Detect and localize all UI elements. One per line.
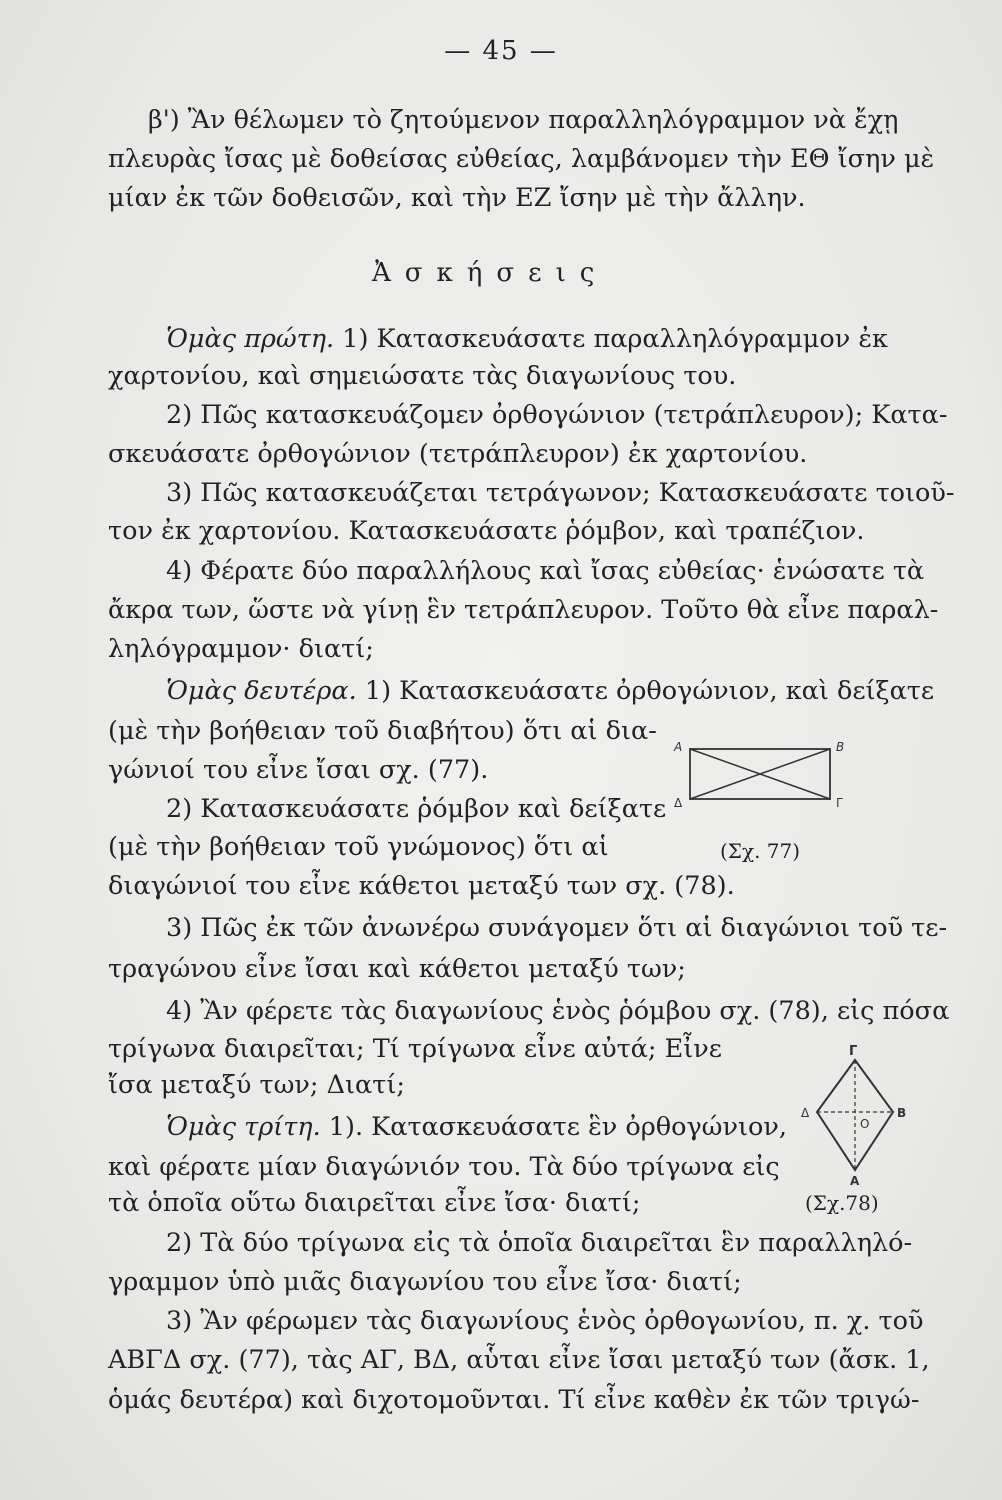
figure-78-rhombus bbox=[801, 1040, 915, 1190]
group3-ex2-line-2: γραμμον ὑπὸ μιᾶς διαγωνίου του εἶνε ἴσα· διατί; bbox=[108, 1267, 742, 1297]
group3-ex1-start: 1). Κατασκευάσατε ἓν ὀρθογώνιον, bbox=[328, 1112, 787, 1142]
fig78-label-b: Β bbox=[897, 1106, 907, 1120]
group1-line-1 bbox=[166, 324, 888, 354]
group2-line-1 bbox=[166, 676, 934, 706]
fig77-label-d: Δ bbox=[674, 796, 683, 810]
group2-ex2-line-2: (μὲ τὴν βοήθειαν τοῦ γνώμονος) ὅτι αἱ bbox=[108, 832, 609, 862]
fig78-label-d: Δ bbox=[801, 1106, 810, 1120]
group1-ex4-line-1: 4) Φέρατε δύο παραλλήλους καὶ ἴσας εὐθείας· ἑνώσατε τὰ bbox=[166, 556, 925, 586]
fig77-label-b: Β bbox=[836, 740, 845, 754]
para-b-line-1: β') Ἂν θέλωμεν τὸ ζητούμενον παραλληλόγραμμον νὰ ἔχῃ bbox=[148, 105, 899, 135]
fig77-label-g: Γ bbox=[836, 796, 843, 810]
group3-ex1-line-2: καὶ φέρατε μίαν διαγώνιόν του. Τὰ δύο τρίγωνα εἰς bbox=[108, 1152, 780, 1182]
para-b-line-3: μίαν ἐκ τῶν δοθεισῶν, καὶ τὴν ΕΖ ἴσην μὲ τὴν ἄλλην. bbox=[108, 183, 806, 213]
exercises-heading: Ἀσκήσεις bbox=[372, 258, 609, 288]
group1-ex1-line-2: χαρτονίου, καὶ σημειώσατε τὰς διαγωνίους του. bbox=[108, 361, 737, 391]
group2-ex2-line-1: 2) Κατασκευάσατε ῥόμβον καὶ δείξατε bbox=[166, 794, 667, 824]
group2-ex2-line-3: διαγώνιοί του εἶνε κάθετοι μεταξύ των σχ. (78). bbox=[108, 871, 735, 901]
group1-ex3-line-1: 3) Πῶς κατασκευάζεται τετράγωνον; Κατασκευάσατε τοιοῦ- bbox=[166, 478, 955, 508]
group2-ex4-line-1: 4) Ἂν φέρετε τὰς διαγωνίους ἑνὸς ῥόμβου σχ. (78), εἰς πόσα bbox=[166, 996, 950, 1026]
fig77-caption: (Σχ. 77) bbox=[720, 839, 801, 863]
group3-ex1-line-3: τὰ ὁποῖα οὕτω διαιρεῖται εἶνε ἴσα· διατί; bbox=[108, 1188, 641, 1218]
group3-ex3-line-1: 3) Ἂν φέρωμεν τὰς διαγωνίους ἑνὸς ὀρθογωνίου, π. χ. τοῦ bbox=[166, 1306, 924, 1336]
group2-ex1-line-2: (μὲ τὴν βοήθειαν τοῦ διαβήτου) ὅτι αἱ δια- bbox=[108, 716, 657, 746]
fig78-label-o: Ο bbox=[860, 1117, 870, 1131]
group3-ex3-line-2: ΑΒΓΔ σχ. (77), τὰς ΑΓ, ΒΔ, αὗται εἶνε ἴσαι μεταξύ των (ἄσκ. 1, bbox=[108, 1345, 930, 1375]
group3-ex2-line-1: 2) Τὰ δύο τρίγωνα εἰς τὰ ὁποῖα διαιρεῖται ἓν παραλληλό- bbox=[166, 1228, 913, 1258]
group1-label: Ὁμὰς πρώτη. bbox=[166, 324, 335, 354]
group3-ex3-line-3: ὁμάς δευτέρα) καὶ διχοτομοῦνται. Τί εἶνε καθὲν ἐκ τῶν τριγώ- bbox=[108, 1385, 920, 1415]
group3-label: Ὁμὰς τρίτη. bbox=[166, 1112, 321, 1142]
group2-ex4-line-3: ἴσα μεταξύ των; Διατί; bbox=[108, 1070, 405, 1100]
figure-77-rectangle bbox=[670, 735, 850, 815]
fig78-caption: (Σχ.78) bbox=[805, 1191, 879, 1215]
group2-ex3-line-1: 3) Πῶς ἐκ τῶν ἀνωνέρω συνάγομεν ὅτι αἱ διαγώνιοι τοῦ τε- bbox=[166, 913, 948, 943]
group1-ex3-line-2: τον ἐκ χαρτονίου. Κατασκευάσατε ῥόμβον, καὶ τραπέζιον. bbox=[108, 516, 865, 546]
page-number: — 45 — bbox=[444, 36, 558, 66]
group2-label: Ὁμὰς δευτέρα. bbox=[166, 676, 357, 706]
group2-ex4-line-2: τρίγωνα διαιρεῖται; Τί τρίγωνα εἶνε αὐτά; Εἶνε bbox=[108, 1034, 722, 1064]
group1-ex4-line-3: ληλόγραμμον· διατί; bbox=[108, 634, 374, 664]
group2-ex1-start: 1) Κατασκευάσατε ὀρθογώνιον, καὶ δείξατε bbox=[364, 676, 935, 706]
group3-line-1 bbox=[166, 1112, 787, 1142]
group2-ex3-line-2: τραγώνου εἶνε ἴσαι καὶ κάθετοι μεταξύ των; bbox=[108, 954, 686, 984]
fig78-label-a: Α bbox=[850, 1174, 860, 1188]
group2-ex1-line-3: γώνιοί του εἶνε ἴσαι σχ. (77). bbox=[108, 755, 489, 785]
fig77-label-a: Α bbox=[674, 740, 683, 754]
fig78-label-g: Γ bbox=[849, 1044, 858, 1059]
para-b-line-2: πλευρὰς ἴσας μὲ δοθείσας εὐθείας, λαμβάνομεν τὴν ΕΘ ἴσην μὲ bbox=[108, 144, 935, 174]
group1-ex2-line-2: σκευάσατε ὀρθογώνιον (τετράπλευρον) ἐκ χαρτονίου. bbox=[108, 439, 808, 469]
group1-ex1-start: 1) Κατασκευάσατε παραλληλόγραμμον ἐκ bbox=[342, 324, 888, 354]
group1-ex4-line-2: ἄκρα των, ὥστε νὰ γίνῃ ἓν τετράπλευρον. Τοῦτο θὰ εἶνε παραλ- bbox=[108, 595, 939, 625]
group1-ex2-line-1: 2) Πῶς κατασκευάζομεν ὀρθογώνιον (τετράπλευρον); Κατα- bbox=[166, 400, 948, 430]
